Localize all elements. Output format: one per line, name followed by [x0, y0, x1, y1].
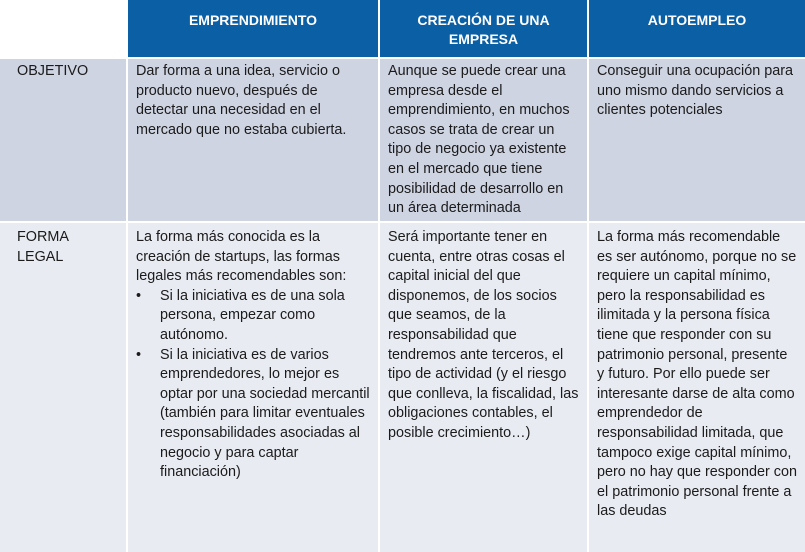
objetivo-emprendimiento: Dar forma a una idea, servicio o producto nuevo, después de detectar una necesidad en el mercado que no estaba cubierta.	[126, 57, 378, 221]
objetivo-creacion-empresa: Aunque se puede crear una empresa desde el emprendimiento, en muchos casos se trata de crear un tipo de negocio ya existente en el mercado que tiene posibilidad de desarrollo en un área determinada	[378, 57, 587, 221]
forma-legal-emprendimiento-intro: La forma más conocida es la creación de startups, las formas legales más recomendables son:	[136, 229, 347, 285]
forma-legal-emprendimiento	[126, 221, 378, 552]
forma-legal-creacion-empresa: Será importante tener en cuenta, entre otras cosas el capital inicial del que disponemos, de los socios que seamos, de la responsabilidad que tendremos ante terceros, el tipo de actividad (y el riesgo que conlleva, la fiscalidad, las obligaciones contables, el posible crecimiento…)	[378, 221, 587, 552]
objetivo-autoempleo: Conseguir una ocupación para uno mismo dando servicios a clientes potenciales	[587, 57, 805, 221]
bullet-text: Si la iniciativa es de una sola persona, empezar como autónomo.	[160, 287, 345, 343]
header-emprendimiento: EMPRENDIMIENTO	[126, 0, 378, 57]
forma-legal-bullet-list	[136, 287, 372, 483]
forma-legal-autoempleo: La forma más recomendable es ser autónomo, porque no se requiere un capital mínimo, pero la responsabilidad es ilimitada y la persona física tiene que responder con su patrimonio personal, presente y futuro. Por ello puede ser interesante darse de alta como emprendedor de responsabilidad limitada, que tampoco exige capital mínimo, pero no hay que responder con el patrimonio personal frente a las deudas	[587, 221, 805, 552]
header-creacion-empresa: CREACIÓN DE UNA EMPRESA	[378, 0, 587, 57]
list-item	[136, 287, 372, 346]
header-blank-cell	[0, 0, 126, 57]
list-item	[136, 346, 372, 483]
header-autoempleo: AUTOEMPLEO	[587, 0, 805, 57]
bullet-text: Si la iniciativa es de varios emprendedores, lo mejor es optar por una sociedad mercantil (también para limitar eventuales responsabilidades asociadas al negocio y para captar financiación)	[160, 346, 370, 481]
row-label-forma-legal: FORMA LEGAL	[0, 221, 126, 552]
row-label-objetivo: OBJETIVO	[0, 57, 126, 221]
bullet-icon: •	[136, 346, 142, 363]
bullet-icon: •	[136, 287, 142, 304]
